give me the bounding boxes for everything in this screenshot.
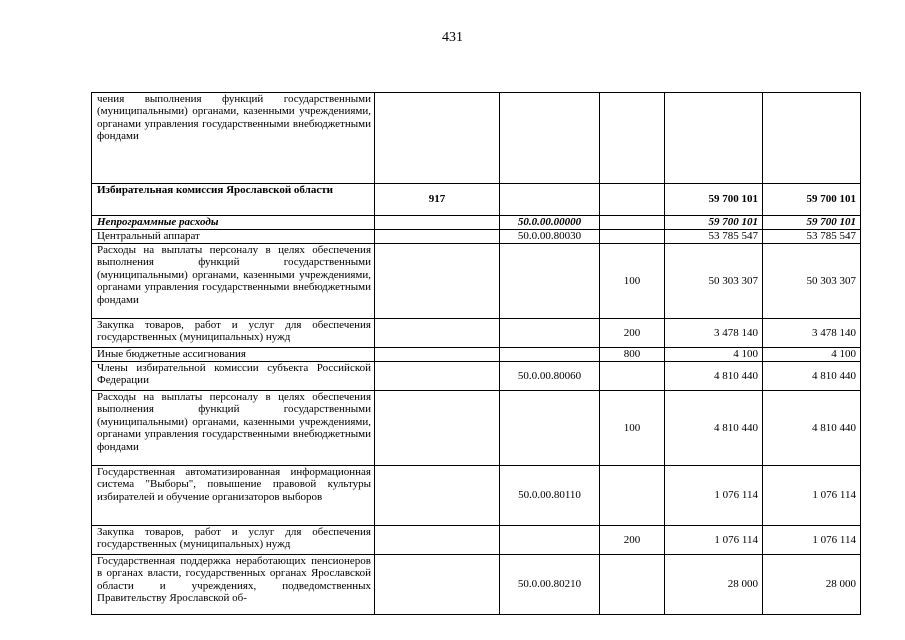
expense-type-code-cell: 200 bbox=[600, 526, 665, 555]
table-row bbox=[92, 391, 861, 466]
target-item-code-cell bbox=[500, 526, 600, 555]
amount-cell: 4 810 440 bbox=[763, 391, 861, 466]
target-item-code-cell bbox=[500, 319, 600, 348]
target-item-code-cell bbox=[500, 244, 600, 319]
amount-cell: 1 076 114 bbox=[763, 526, 861, 555]
amount-cell: 4 810 440 bbox=[665, 362, 763, 391]
department-code-cell bbox=[375, 555, 500, 615]
department-code-cell: 917 bbox=[375, 184, 500, 216]
expense-name-cell: Государственная поддержка неработающих пенсионеров в органах власти, государственных органах Ярославской области и учреждениях, подведомственных Правительству Ярославской об- bbox=[92, 555, 375, 615]
expense-type-code-cell bbox=[600, 216, 665, 230]
department-code-cell bbox=[375, 526, 500, 555]
expense-type-code-cell: 800 bbox=[600, 348, 665, 362]
amount-cell: 53 785 547 bbox=[763, 230, 861, 244]
budget-table bbox=[91, 92, 861, 615]
table-row bbox=[92, 216, 861, 230]
target-item-code-cell bbox=[500, 93, 600, 184]
amount-cell bbox=[763, 93, 861, 184]
target-item-code-cell: 50.0.00.80030 bbox=[500, 230, 600, 244]
table-row bbox=[92, 526, 861, 555]
expense-name-cell: Иные бюджетные ассигнования bbox=[92, 348, 375, 362]
expense-type-code-cell bbox=[600, 466, 665, 526]
amount-cell: 59 700 101 bbox=[763, 216, 861, 230]
amount-cell: 3 478 140 bbox=[763, 319, 861, 348]
amount-cell: 28 000 bbox=[665, 555, 763, 615]
target-item-code-cell: 50.0.00.00000 bbox=[500, 216, 600, 230]
department-code-cell bbox=[375, 93, 500, 184]
amount-cell: 4 100 bbox=[763, 348, 861, 362]
department-code-cell bbox=[375, 362, 500, 391]
expense-name-cell: Непрограммные расходы bbox=[92, 216, 375, 230]
amount-cell: 3 478 140 bbox=[665, 319, 763, 348]
target-item-code-cell: 50.0.00.80060 bbox=[500, 362, 600, 391]
expense-name-cell: Государственная автоматизированная информационная система "Выборы", повышение правовой культуры избирателей и обучение организаторов выборов bbox=[92, 466, 375, 526]
table-row bbox=[92, 348, 861, 362]
expense-name-cell: Расходы на выплаты персоналу в целях обеспечения выполнения функций государственными (муниципальными) органами, казенными учреждениями, органами управления государственными внебюджетными фондами bbox=[92, 391, 375, 466]
amount-cell: 1 076 114 bbox=[665, 526, 763, 555]
expense-name-cell: Закупка товаров, работ и услуг для обеспечения государственных (муниципальных) нужд bbox=[92, 526, 375, 555]
department-code-cell bbox=[375, 244, 500, 319]
expense-name-cell: Избирательная комиссия Ярославской области bbox=[92, 184, 375, 216]
department-code-cell bbox=[375, 319, 500, 348]
amount-cell: 1 076 114 bbox=[763, 466, 861, 526]
amount-cell: 59 700 101 bbox=[763, 184, 861, 216]
expense-name-cell: Расходы на выплаты персоналу в целях обеспечения выполнения функций государственными (муниципальными) органами, казенными учреждениями, органами управления государственными внебюджетными фондами bbox=[92, 244, 375, 319]
target-item-code-cell bbox=[500, 391, 600, 466]
expense-type-code-cell bbox=[600, 230, 665, 244]
expense-type-code-cell bbox=[600, 93, 665, 184]
amount-cell: 50 303 307 bbox=[665, 244, 763, 319]
expense-type-code-cell bbox=[600, 362, 665, 391]
amount-cell: 50 303 307 bbox=[763, 244, 861, 319]
department-code-cell bbox=[375, 391, 500, 466]
amount-cell bbox=[665, 93, 763, 184]
table-row bbox=[92, 362, 861, 391]
department-code-cell bbox=[375, 466, 500, 526]
amount-cell: 1 076 114 bbox=[665, 466, 763, 526]
expense-type-code-cell bbox=[600, 184, 665, 216]
expense-name-cell: Центральный аппарат bbox=[92, 230, 375, 244]
amount-cell: 53 785 547 bbox=[665, 230, 763, 244]
expense-type-code-cell: 100 bbox=[600, 244, 665, 319]
amount-cell: 4 100 bbox=[665, 348, 763, 362]
table-row bbox=[92, 319, 861, 348]
amount-cell: 59 700 101 bbox=[665, 216, 763, 230]
amount-cell: 59 700 101 bbox=[665, 184, 763, 216]
page-number: 431 bbox=[442, 30, 463, 45]
table-row bbox=[92, 244, 861, 319]
target-item-code-cell bbox=[500, 184, 600, 216]
expense-name-cell: Закупка товаров, работ и услуг для обеспечения государственных (муниципальных) нужд bbox=[92, 319, 375, 348]
amount-cell: 4 810 440 bbox=[665, 391, 763, 466]
table-row bbox=[92, 230, 861, 244]
table-row bbox=[92, 93, 861, 184]
table-row bbox=[92, 555, 861, 615]
expense-name-cell: чения выполнения функций государственными (муниципальными) органами, казенными учреждениями, органами управления государственными внебюджетными фондами bbox=[92, 93, 375, 184]
department-code-cell bbox=[375, 348, 500, 362]
table-row bbox=[92, 466, 861, 526]
budget-table-body bbox=[92, 93, 861, 615]
department-code-cell bbox=[375, 216, 500, 230]
expense-type-code-cell: 200 bbox=[600, 319, 665, 348]
target-item-code-cell: 50.0.00.80210 bbox=[500, 555, 600, 615]
target-item-code-cell bbox=[500, 348, 600, 362]
amount-cell: 4 810 440 bbox=[763, 362, 861, 391]
table-row bbox=[92, 184, 861, 216]
expense-name-cell: Члены избирательной комиссии субъекта Российской Федерации bbox=[92, 362, 375, 391]
expense-type-code-cell: 100 bbox=[600, 391, 665, 466]
target-item-code-cell: 50.0.00.80110 bbox=[500, 466, 600, 526]
amount-cell: 28 000 bbox=[763, 555, 861, 615]
expense-type-code-cell bbox=[600, 555, 665, 615]
department-code-cell bbox=[375, 230, 500, 244]
